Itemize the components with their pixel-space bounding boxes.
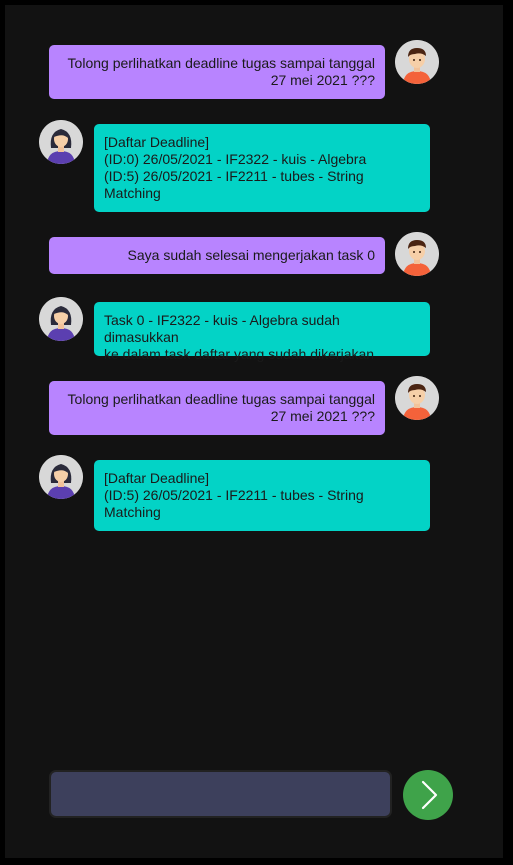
- user-avatar-icon: [395, 40, 439, 84]
- bot-avatar-icon: [39, 455, 83, 499]
- message-input[interactable]: [49, 770, 392, 818]
- user-message-bubble: Saya sudah selesai mengerjakan task 0: [49, 237, 385, 274]
- bot-message-bubble: [Daftar Deadline] (ID:0) 26/05/2021 - IF2322 - kuis - Algebra (ID:5) 26/05/2021 - IF2211 - tubes - String Matching: [94, 124, 430, 212]
- bot-avatar-icon: [39, 120, 83, 164]
- user-avatar-icon: [395, 376, 439, 420]
- send-button[interactable]: [403, 770, 453, 820]
- user-avatar-icon: [395, 232, 439, 276]
- user-message-bubble: Tolong perlihatkan deadline tugas sampai tanggal 27 mei 2021 ???: [49, 45, 385, 99]
- user-message-bubble: Tolong perlihatkan deadline tugas sampai tanggal 27 mei 2021 ???: [49, 381, 385, 435]
- chevron-right-icon: [403, 770, 453, 820]
- bot-message-bubble: [Daftar Deadline] (ID:5) 26/05/2021 - IF2211 - tubes - String Matching: [94, 460, 430, 531]
- chat-window: [5, 5, 503, 858]
- bot-avatar-icon: [39, 297, 83, 341]
- bot-message-bubble: Task 0 - IF2322 - kuis - Algebra sudah dimasukkan ke dalam task daftar yang sudah dikerjakan: [94, 302, 430, 356]
